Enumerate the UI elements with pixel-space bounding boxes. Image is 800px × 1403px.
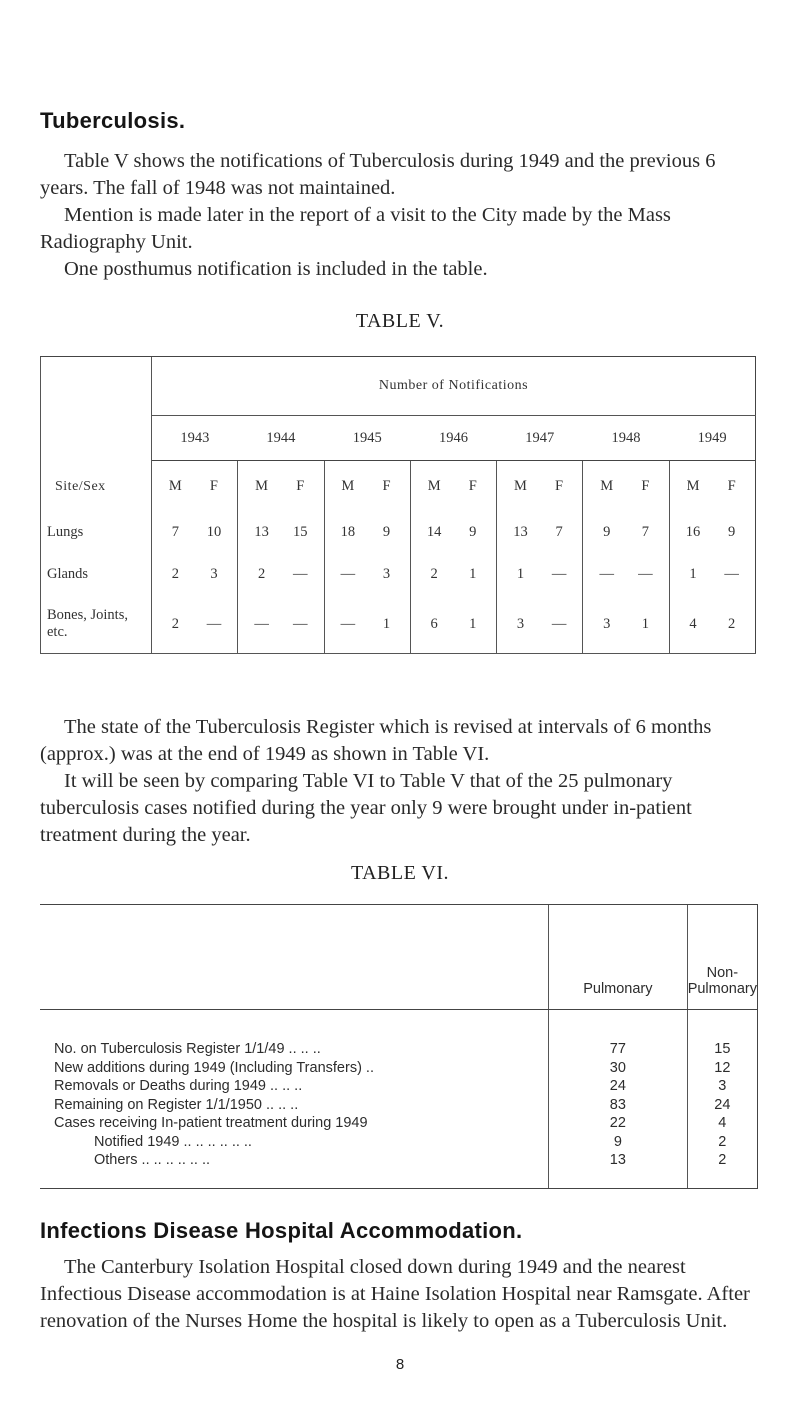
number-of-notifications-header: Number of Notifications: [152, 357, 756, 416]
male-value: 2: [171, 615, 179, 632]
row-label: Removals or Deaths during 1949 .. .. ..: [54, 1078, 303, 1094]
row-label: Others .. .. .. .. .. ..: [40, 1151, 549, 1188]
male-value: 7: [171, 523, 179, 540]
row-label: Cases receiving In-patient treatment during 1949: [54, 1115, 368, 1131]
non-pulmonary-value: 24: [687, 1096, 757, 1115]
hospital-heading: Infections Disease Hospital Accommodation.: [40, 1218, 523, 1243]
cell-1943: [152, 595, 238, 654]
female-value: —: [724, 565, 739, 582]
year-header: 1948: [611, 429, 641, 446]
table-vi-caption: TABLE VI.: [350, 862, 450, 884]
cell-1944: [238, 511, 324, 553]
paragraph: Table V shows the notifications of Tuberculosis during 1949 and the previous 6 years. The fall of 1948 was not maintained.: [40, 150, 716, 199]
female-value: 2: [728, 615, 736, 632]
female-value: —: [292, 565, 308, 582]
cell-1949: [669, 511, 755, 553]
page-number: 8: [395, 1356, 405, 1373]
register-text: [40, 714, 756, 849]
male-value: 9: [603, 523, 611, 540]
male-value: 4: [689, 615, 697, 632]
paragraph: The state of the Tuberculosis Register which is revised at intervals of 6 months (approx.) was at the end of 1949 as shown in Table VI.: [40, 716, 712, 765]
tuberculosis-heading: Tuberculosis.: [40, 108, 186, 133]
cell-1946: [410, 595, 496, 654]
cell-1947: [497, 595, 583, 654]
male-value: 2: [171, 565, 179, 582]
cell-1945: [324, 595, 410, 654]
site-sex-header-cell: Site/Sex: [41, 357, 152, 512]
year-header: 1943: [152, 416, 238, 461]
female-value: 15: [292, 523, 308, 540]
female-value: 7: [555, 523, 563, 540]
cell-1946: [410, 553, 496, 595]
table-row: [40, 1151, 758, 1188]
cell-1945: [324, 511, 410, 553]
non-pulmonary-value: 2: [687, 1133, 757, 1152]
male-value: 16: [685, 523, 701, 540]
non-pulmonary-header: Non-Pulmonary: [687, 905, 757, 1010]
male-value: 2: [257, 565, 266, 582]
non-pulmonary-value: 3: [687, 1077, 757, 1096]
table-row: [40, 1114, 758, 1133]
male-value: 13: [254, 523, 269, 540]
cell-1948: [583, 511, 669, 553]
female-value: 9: [382, 523, 391, 540]
female-value: 1: [641, 615, 649, 632]
female-value: —: [206, 615, 222, 632]
pulmonary-value: 83: [549, 1096, 688, 1115]
row-label: Remaining on Register 1/1/1950 .. .. ..: [54, 1096, 299, 1113]
table-row: [40, 1133, 758, 1152]
cell-1948: [583, 553, 669, 595]
cell-1949: [669, 553, 755, 595]
pulmonary-value: 24: [549, 1077, 688, 1096]
table-row: [41, 595, 756, 654]
female-value: 1: [382, 615, 391, 632]
male-value: —: [340, 615, 356, 632]
row-label: No. on Tuberculosis Register 1/1/49 .. .. ..: [54, 1041, 321, 1057]
female-value: 1: [469, 615, 477, 632]
non-pulmonary-value: 4: [687, 1114, 757, 1133]
male-value: 1: [516, 565, 525, 582]
paragraph: It will be seen by comparing Table VI to Table V that of the 25 pulmonary tuberculosis cases notified during the year only 9 were brought under in-patient treatment during the year.: [40, 770, 692, 846]
year-header: 1949: [669, 416, 755, 461]
male-value: —: [340, 565, 356, 582]
female-value: 3: [382, 565, 391, 582]
table-vi-blank-header: [40, 905, 549, 1010]
year-header: 1947: [525, 429, 555, 446]
table-row: [40, 1010, 758, 1059]
female-value: 10: [206, 523, 222, 540]
cell-1946: [410, 511, 496, 553]
row-label: Glands: [41, 553, 152, 595]
cell-1948: [583, 595, 669, 654]
pulmonary-value: 30: [549, 1059, 688, 1078]
year-header: 1945: [352, 429, 382, 446]
male-value: 2: [430, 565, 438, 582]
male-value: —: [254, 615, 269, 632]
row-label: Lungs: [41, 511, 152, 553]
table-row: [40, 1059, 758, 1078]
row-label: Bones, Joints, etc.: [41, 595, 152, 654]
pulmonary-header: Pulmonary: [549, 905, 688, 1010]
male-value: 14: [426, 523, 442, 540]
row-label: New additions during 1949 (Including Transfers) ..: [54, 1059, 374, 1076]
cell-1943: [152, 553, 238, 595]
table-vi-register: [40, 904, 758, 1189]
paragraph: The Canterbury Isolation Hospital closed down during 1949 and the nearest Infectious Disease accommodation is at Haine Isolation Hospital near Ramsgate. After renovation of the Nurses Home the hospital is likely to open as a Tuberculosis Unit.: [40, 1256, 750, 1332]
cell-1947: [497, 553, 583, 595]
male-value: —: [599, 565, 614, 582]
cell-1945: [324, 553, 410, 595]
sex-header-row: M F M F M F M F M F M F M F: [41, 461, 756, 512]
table-row: [40, 1077, 758, 1096]
female-value: —: [551, 565, 567, 582]
male-value: 18: [340, 523, 356, 540]
female-value: 1: [469, 565, 477, 582]
female-value: 9: [469, 523, 477, 540]
female-value: —: [551, 615, 567, 632]
cell-1947: [497, 511, 583, 553]
male-value: 13: [513, 523, 528, 540]
male-value: 6: [430, 615, 438, 632]
table-row: [40, 1096, 758, 1115]
paragraph: Mention is made later in the report of a visit to the City made by the Mass Radiography Unit.: [40, 204, 671, 253]
female-value: 9: [728, 523, 736, 540]
table-row: [41, 511, 756, 553]
male-value: 3: [516, 615, 525, 632]
pulmonary-value: 22: [549, 1114, 688, 1133]
cell-1943: [152, 511, 238, 553]
cell-1944: [238, 553, 324, 595]
pulmonary-value: 13: [549, 1151, 688, 1188]
pulmonary-value: 9: [549, 1133, 688, 1152]
cell-1949: [669, 595, 755, 654]
female-value: 3: [210, 565, 218, 582]
non-pulmonary-value: 15: [687, 1010, 757, 1059]
row-label: Notified 1949 .. .. .. .. .. ..: [94, 1133, 252, 1150]
table-row: [41, 553, 756, 595]
female-value: —: [292, 615, 308, 632]
hospital-text: [40, 1254, 756, 1335]
table-v-notifications: [40, 356, 756, 654]
table-v-caption: TABLE V.: [355, 310, 445, 332]
pulmonary-value: 77: [549, 1010, 688, 1059]
tuberculosis-intro: [40, 148, 756, 283]
male-value: 3: [603, 615, 611, 632]
year-header: 1944: [266, 429, 296, 446]
year-header: 1946: [438, 429, 468, 446]
female-value: 7: [641, 523, 649, 540]
non-pulmonary-value: 12: [687, 1059, 757, 1078]
paragraph: One posthumus notification is included in the table.: [64, 258, 488, 280]
male-value: 1: [689, 565, 697, 582]
cell-1944: [238, 595, 324, 654]
non-pulmonary-value: 2: [687, 1151, 757, 1188]
female-value: —: [638, 565, 653, 582]
